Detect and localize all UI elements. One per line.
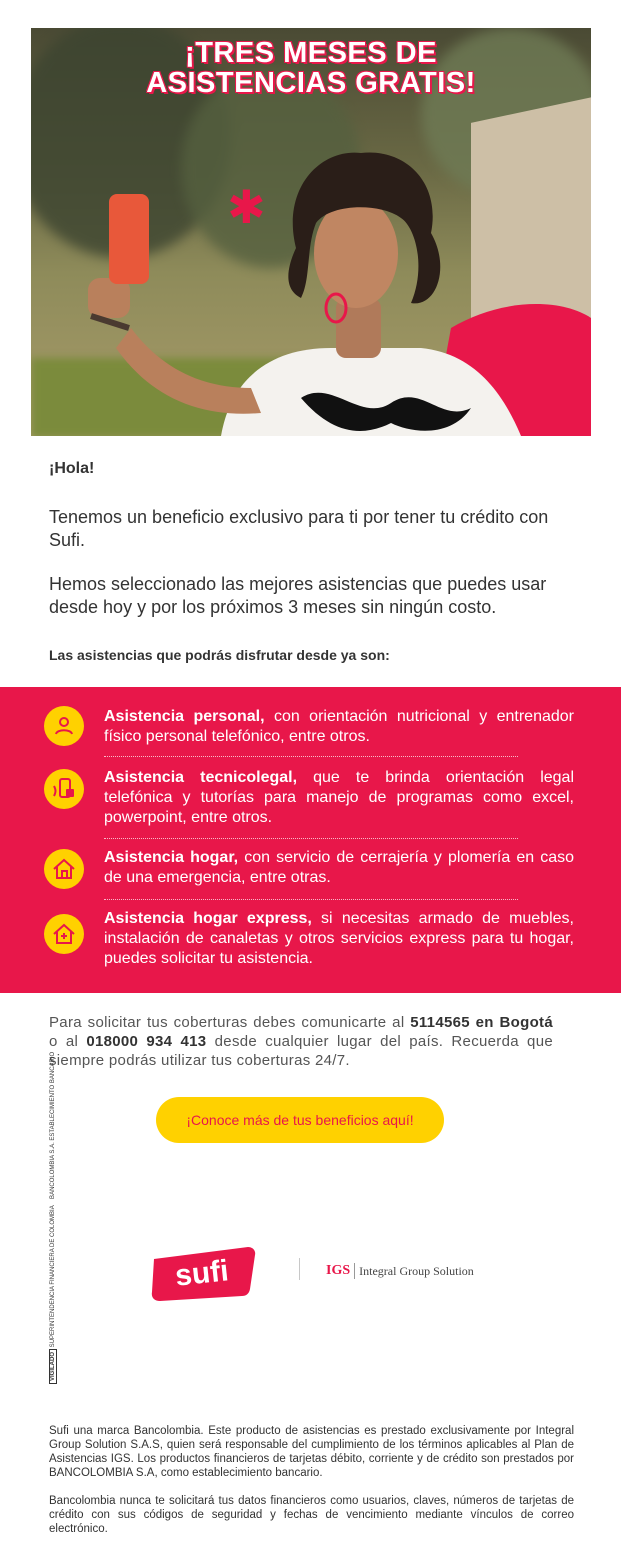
logo-separator xyxy=(299,1258,300,1280)
assistance-text: Asistencia hogar express, si necesitas armado de muebles, instalación de canaletas y otros servicios express para tu hogar, puedes solicitar tu asistencia. xyxy=(104,910,575,967)
hero-banner xyxy=(31,28,591,436)
house-express-icon xyxy=(44,914,84,954)
divider xyxy=(104,838,518,839)
contact-info: Para solicitar tus coberturas debes comunicarte al 5114565 en Bogotá o al 018000 934 413 desde cualquier lugar del país. Recuerda que siempre podrás utilizar tus coberturas 24/7. xyxy=(49,1014,553,1069)
assistance-text: Asistencia tecnicolegal, que te brinda orientación legal telefónica y tutorías para manejo de programas como excel, powerpoint, entre otros. xyxy=(104,769,575,826)
legal-text-1: Sufi una marca Bancolombia. Este producto de asistencias es prestado exclusivamente por Integral Group Solution S.A.S, quien será responsable del cumplimiento de los términos aplicables al Plan de Asistencias IGS. Los productos financieros de tarjetas débito, corriente y de crédito son prestados por BANCOLOMBIA S.A, como establecimiento bancario. xyxy=(49,1425,574,1479)
sufi-logo xyxy=(150,1243,256,1303)
svg-text:sufi: sufi xyxy=(173,1254,231,1293)
benefits-cta-button[interactable]: ¡Conoce más de tus beneficios aquí! xyxy=(156,1097,444,1143)
superintendencia-label: SUPERINTENDENCIA FINANCIERA DE COLOMBIA xyxy=(50,1205,56,1348)
legal-text-2: Bancolombia nunca te solicitará tus datos financieros como usuarios, claves, números de tarjetas de crédito con sus códigos de seguridad y fechas de vencimiento mediante vínculos de correo electrónico. xyxy=(49,1495,574,1535)
person-icon xyxy=(44,706,84,746)
vigilado-strip xyxy=(50,1051,64,1384)
phone-legal-icon xyxy=(44,769,84,809)
divider xyxy=(104,756,518,757)
hero-title: ¡TRES MESES DE ASISTENCIAS GRATIS! xyxy=(146,37,476,99)
assistances-intro: Las asistencias que podrás disfrutar desde ya son: xyxy=(49,647,390,663)
vigilado-label: VIGILADO xyxy=(49,1349,57,1384)
asterisk-icon: ✱ xyxy=(227,181,266,233)
igs-logo: IGS Integral Group Solution xyxy=(326,1263,474,1278)
assistance-text: Asistencia hogar, con servicio de cerrajería y plomería en caso de una emergencia, entre otras. xyxy=(104,849,574,886)
divider xyxy=(104,899,518,900)
intro-paragraph-1: Tenemos un beneficio exclusivo para ti por tener tu crédito con Sufi. xyxy=(49,507,549,550)
intro-paragraph-2: Hemos seleccionado las mejores asistencias que puedes usar desde hoy y por los próximos 3 meses sin ningún costo. xyxy=(49,574,547,617)
greeting: ¡Hola! xyxy=(49,460,95,477)
house-icon xyxy=(44,849,84,889)
assistance-text: Asistencia personal, con orientación nutricional y entrenador físico personal telefónico, entre otros. xyxy=(104,708,574,745)
bancolombia-label: BANCOLOMBIA S.A. ESTABLECIMIENTO BANCARIO xyxy=(50,1051,56,1199)
